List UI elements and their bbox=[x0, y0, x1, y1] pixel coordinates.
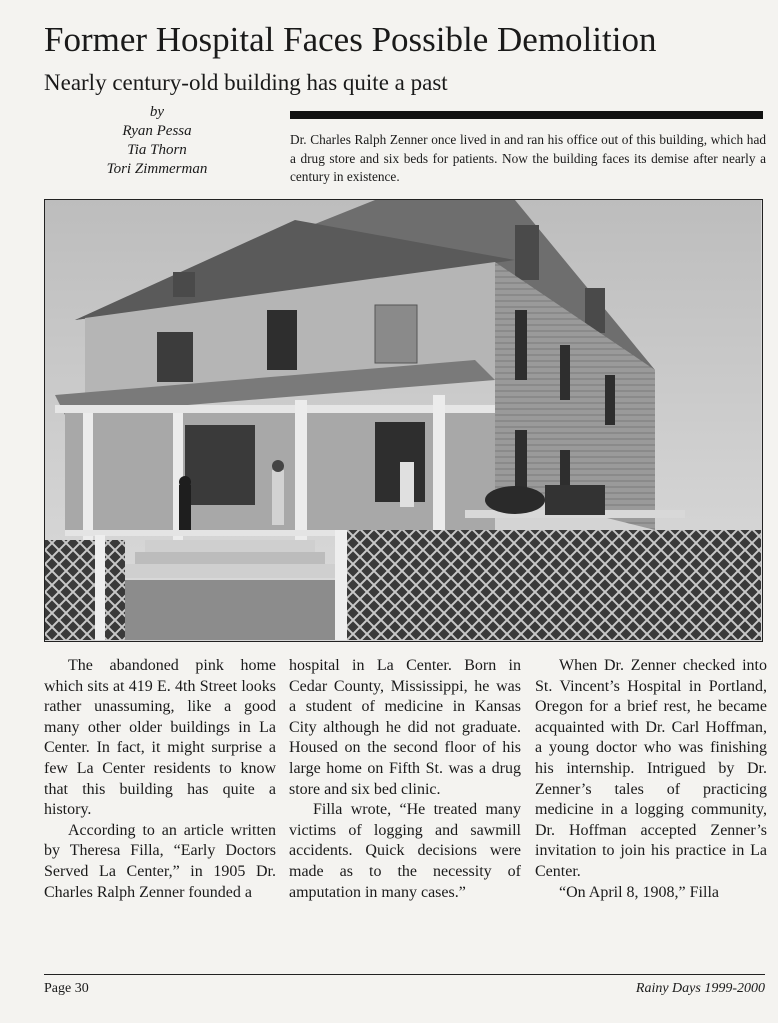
subheadline: Nearly century-old building has quite a past bbox=[44, 70, 448, 95]
paragraph: hospital in La Center. Born in Cedar County, Mississippi, he was a student of medicine in Kansas City although he did not graduate. Housed on the second floor of his large home on Fifth St. was a drug store and six bed clinic. bbox=[289, 657, 521, 798]
byline-author: Tori Zimmerman bbox=[106, 161, 208, 177]
photo-caption: Dr. Charles Ralph Zenner once lived in and ran his office out of this building, which had a drug store and six beds for patients. Now the building faces its demise after nearly a century in existence. bbox=[290, 132, 766, 184]
paragraph: Filla wrote, “He treated many victims of logging and sawmill accidents. Quick decisions were made as to the necessity of amputation in many cases.” bbox=[289, 801, 521, 901]
article-column-3 bbox=[535, 656, 767, 968]
article-column-1 bbox=[44, 656, 276, 968]
house-illustration bbox=[45, 200, 761, 640]
caption-rule bbox=[290, 111, 763, 119]
page-number: Page 30 bbox=[44, 981, 89, 996]
headline: Former Hospital Faces Possible Demolition bbox=[44, 20, 657, 59]
paragraph: According to an article written by Theresa Filla, “Early Doctors Served La Center,” in 1905 Dr. Charles Ralph Zenner founded a bbox=[44, 821, 276, 901]
byline-by: by bbox=[149, 104, 165, 120]
byline bbox=[92, 103, 222, 179]
footer-rule bbox=[44, 974, 765, 975]
publication-name: Rainy Days 1999-2000 bbox=[635, 981, 765, 996]
article-column-2 bbox=[289, 656, 521, 968]
historic-building-photo bbox=[44, 199, 763, 642]
byline-author: Tia Thorn bbox=[127, 142, 187, 158]
paragraph: When Dr. Zenner checked into St. Vincent’s Hospital in Portland, Oregon for a brief rest, he became acquainted with Dr. Carl Hoffman, a young doctor who was finishing his internship. Intrigued by Dr. Zenner’s tales of practicing medicine in a logging community, Dr. Hoffman accepted Zenner’s invitation to join his practice in La Center. bbox=[535, 657, 767, 880]
paragraph: “On April 8, 1908,” Filla bbox=[559, 883, 719, 901]
paragraph: The abandoned pink home which sits at 419 E. 4th Street looks rather unassuming, like a good many other older buildings in La Center. In fact, it might surprise a few La Center residents to know that this building has quite a history. bbox=[44, 657, 276, 819]
byline-author: Ryan Pessa bbox=[122, 123, 192, 139]
